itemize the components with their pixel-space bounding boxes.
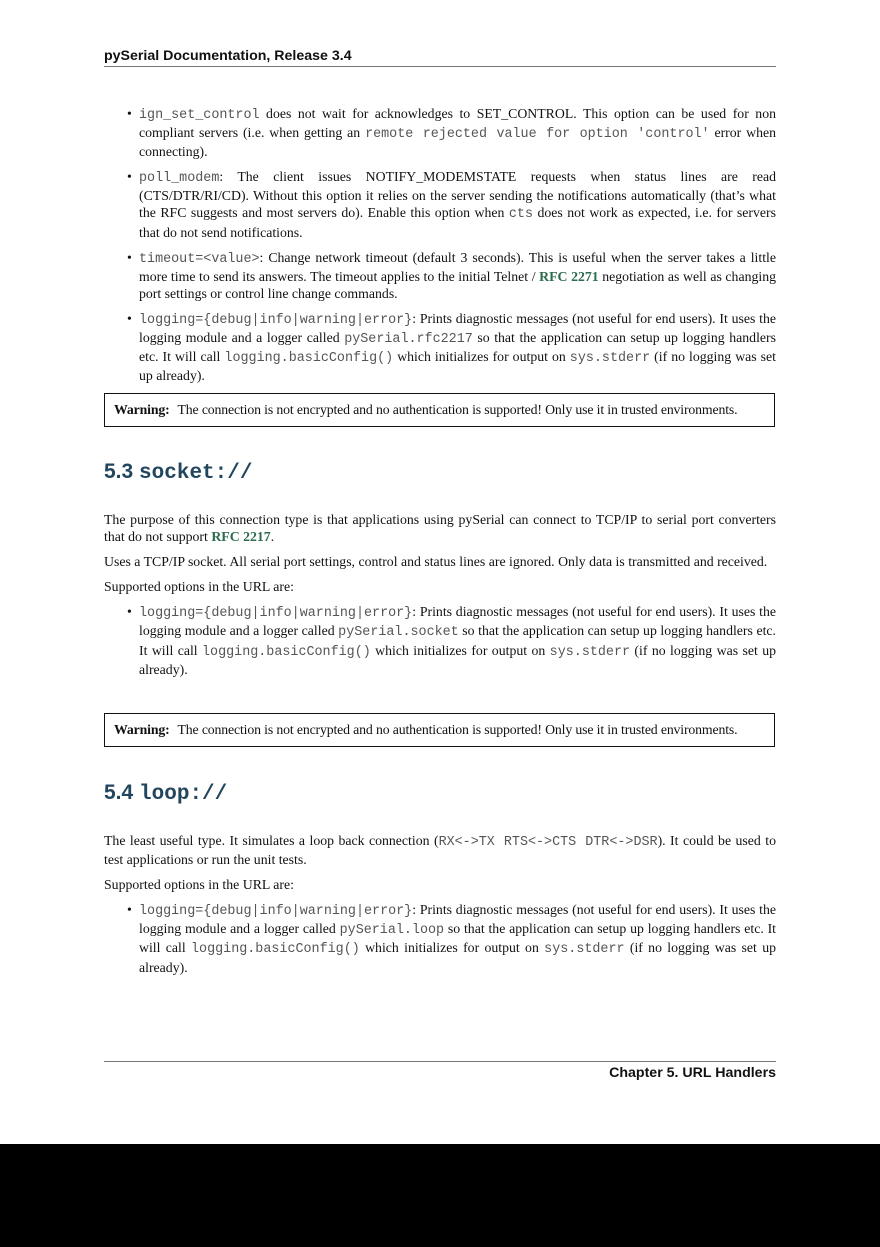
option-code: logging={debug|info|warning|error} [139,904,413,920]
warning-label: Warning: [114,722,170,737]
loop-section-body [104,832,776,976]
option-code: poll_modem [139,171,220,187]
list-item-logging: • logging={debug|info|warning|error}: Prints diagnostic messages (not useful for end users). It uses the logging module and a logger called pySerial.loop so that the application can setup up logging handlers etc. It will call logging.basicConfig() which initializes for output on sys.stderr (if no logging was set up already). [139,901,776,975]
option-code: logging={debug|info|warning|error} [139,606,413,622]
warning-box [104,393,775,427]
warning-box [104,713,775,747]
footer-divider [104,1061,776,1062]
socket-options-list [104,603,776,677]
section-heading-loop: 5.4 loop:// [104,781,228,806]
paragraph: Supported options in the URL are: [104,877,294,893]
list-item-ign-set-control: • ign_set_control does not wait for acknowledges to SET_CONTROL. This option can be used for non compliant servers (i.e. when getting an remote rejected value for option 'control' error when connecting). [139,105,776,160]
running-header: pySerial Documentation, Release 3.4 [104,48,776,67]
option-code: logging={debug|info|warning|error} [139,312,413,328]
cts-code: cts [508,207,533,223]
rfc-2217-link[interactable]: RFC 2217 [211,529,271,545]
socket-section-body [104,511,776,678]
warning-text: The connection is not encrypted and no authentication is supported! Only use it in trusted environments. [177,402,738,417]
section-heading-socket: 5.3 socket:// [104,460,253,485]
error-message-code: remote rejected value for option 'control' [365,127,710,143]
paragraph: The least useful type. It simulates a loop back connection (RX<->TX RTS<->CTS DTR<->DSR). It could be used to test applications or run the unit tests. [104,833,777,868]
running-footer: Chapter 5. URL Handlers [609,1065,776,1081]
rfc-2271-link[interactable]: RFC 2271 [539,268,599,284]
list-item-poll-modem: • poll_modem: The client issues NOTIFY_MODEMSTATE requests when status lines are read (CTS/DTR/RI/CD). Without this option it relies on the server sending the notifications automatically (that’s what the RFC suggests and most servers do). Enable this option when cts does not work as expected, i.e. for servers that do not send notifications. [139,168,776,240]
paragraph: Uses a TCP/IP socket. All serial port settings, control and status lines are ignored. Only data is transmitted and received. [104,554,768,570]
warning-label: Warning: [114,402,170,417]
loop-options-list [104,901,776,975]
rfc2217-options-list [104,105,776,384]
list-item-timeout: • timeout=<value>: Change network timeout (default 3 seconds). This is useful when the server takes a little more time to send its answers. The timeout applies to the initial Telnet / RFC 2271 negotiation as well as changing port settings or control line change commands. [139,249,776,302]
paragraph: Supported options in the URL are: [104,579,294,595]
list-item-logging: • logging={debug|info|warning|error}: Prints diagnostic messages (not useful for end users). It uses the logging module and a logger called pySerial.rfc2217 so that the application can setup up logging handlers etc. It will call logging.basicConfig() which initializes for output on sys.stderr (if no logging was set up already). [139,310,776,384]
option-code: ign_set_control [139,108,260,123]
warning-text: The connection is not encrypted and no authentication is supported! Only use it in trusted environments. [177,722,738,737]
list-item-logging: • logging={debug|info|warning|error}: Prints diagnostic messages (not useful for end users). It uses the logging module and a logger called pySerial.socket so that the application can setup up logging handlers etc. It will call logging.basicConfig() which initializes for output on sys.stderr (if no logging was set up already). [139,603,776,677]
loopback-code: RX<->TX RTS<->CTS DTR<->DSR [438,835,658,850]
paragraph: The purpose of this connection type is that applications using pySerial can connect to TCP/IP to serial port converters that do not support RFC 2217. [104,512,776,545]
option-code: timeout=<value> [139,251,260,267]
